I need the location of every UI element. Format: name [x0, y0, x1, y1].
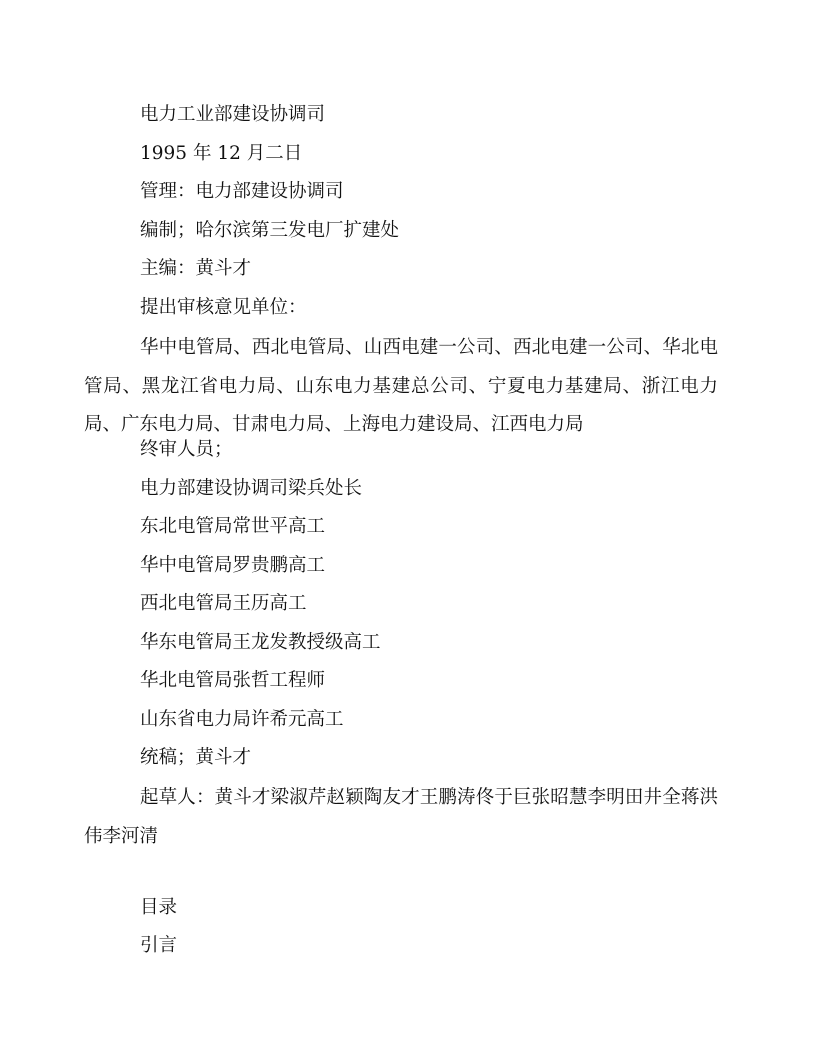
date-line: 1995 年 12 月二日 — [140, 143, 303, 164]
compiler-line: 编制；哈尔滨第三发电厂扩建处 — [140, 220, 400, 241]
issuer-line: 电力工业部建设协调司 — [140, 104, 326, 125]
drafters-paragraph: 起草人：黄斗才梁淑芹赵颖陶友才王鹏涛佟于巨张昭慧李明田井全蒋洪伟李河清 — [84, 787, 718, 847]
final-reviewer-item: 山东省电力局许希元高工 — [140, 709, 344, 730]
final-editor-line: 统稿；黄斗才 — [140, 747, 252, 768]
final-reviewer-item: 西北电管局王历高工 — [140, 593, 307, 614]
final-reviewer-item: 华中电管局罗贵鹏高工 — [140, 555, 326, 576]
review-units-label: 提出审核意见单位： — [140, 297, 307, 318]
toc-item: 引言 — [140, 935, 178, 956]
final-reviewer-item: 东北电管局常世平高工 — [140, 516, 326, 537]
final-reviewer-item: 华北电管局张哲工程师 — [140, 670, 326, 691]
final-reviewer-item: 电力部建设协调司梁兵处长 — [140, 478, 363, 499]
chief-editor-line: 主编：黄斗才 — [140, 258, 252, 279]
management-line: 管理：电力部建设协调司 — [140, 181, 344, 202]
toc-title: 目录 — [140, 897, 178, 918]
review-units-paragraph: 华中电管局、西北电管局、山西电建一公司、西北电建一公司、华北电管局、黑龙江省电力局、山东电力基建总公司、宁夏电力基建局、浙江电力局、广东电力局、甘肃电力局、上海电力建设局、江西电力局 — [84, 337, 718, 435]
final-reviewers-label: 终审人员； — [140, 439, 233, 460]
final-reviewer-item: 华东电管局王龙发教授级高工 — [140, 632, 381, 653]
